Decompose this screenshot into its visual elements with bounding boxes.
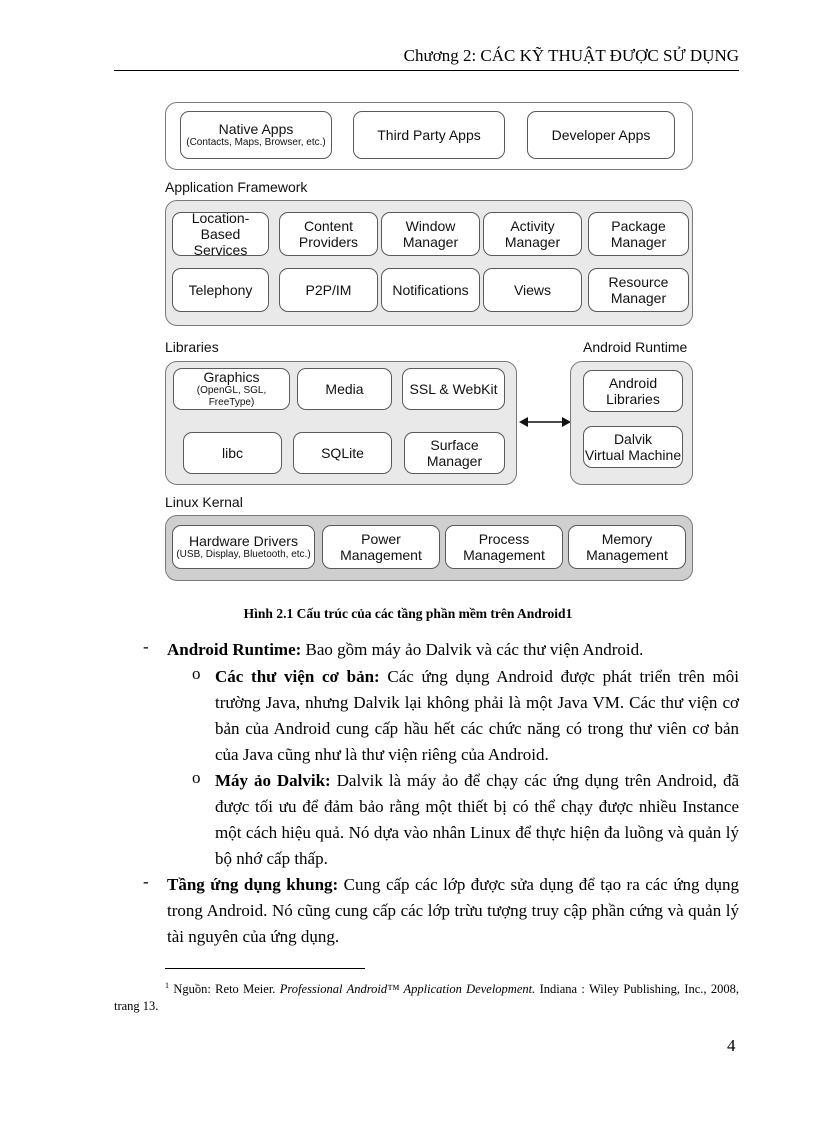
dalvik-vm-box: Dalvik Virtual Machine — [583, 426, 683, 468]
process-management-box: Process Management — [445, 525, 563, 569]
paragraph-core-libraries: Các thư viện cơ bản: Các ứng dụng Android được phát triển trên môi trường Java, nhưng Dalvik lại không phải là một Java VM. Các thư viện cơ bản của Android cung cấp hầu hết các chức năng có trong thư viên cơ bản của Java cũng như là thư viện riêng của Android. — [215, 667, 739, 764]
term-application-framework: Tầng ứng dụng khung: — [167, 875, 339, 894]
memory-management-box: Memory Management — [568, 525, 686, 569]
term-dalvik-vm: Máy ảo Dalvik: — [215, 771, 331, 790]
bullet-dash: - — [143, 872, 149, 891]
hardware-drivers-box: Hardware Drivers (USB, Display, Bluetooth, etc.) — [172, 525, 315, 569]
third-party-apps-box: Third Party Apps — [353, 111, 505, 159]
footnote-rule — [165, 968, 365, 969]
libraries-label: Libraries — [165, 339, 219, 355]
bidirectional-arrow-icon — [519, 414, 571, 430]
developer-apps-box: Developer Apps — [527, 111, 675, 159]
paragraph-application-framework: Tầng ứng dụng khung: Cung cấp các lớp được sửa dụng để tạo ra các ứng dụng trong Android. Nó cũng cung cấp các lớp trừu tượng truy cập phần cứng và quản lý tài nguyên của ứng dụng. — [167, 875, 739, 946]
sqlite-box: SQLite — [293, 432, 392, 474]
android-runtime-label: Android Runtime — [583, 339, 688, 355]
framework-box: Location-Based Services — [172, 212, 269, 256]
android-libraries-box: Android Libraries — [583, 370, 683, 412]
framework-box: Activity Manager — [483, 212, 582, 256]
graphics-box: Graphics (OpenGL, SGL, FreeType) — [173, 368, 290, 410]
framework-box: Views — [483, 268, 582, 312]
term-android-runtime: Android Runtime: — [167, 640, 302, 659]
figure-caption: Hình 2.1 Cấu trúc của các tầng phần mềm trên Android1 — [243, 606, 573, 621]
media-box: Media — [297, 368, 392, 410]
framework-box: P2P/IM — [279, 268, 378, 312]
surface-manager-box: Surface Manager — [404, 432, 505, 474]
bullet-dash: - — [143, 637, 149, 656]
bullet-circle: o — [192, 768, 201, 787]
ssl-webkit-box: SSL & WebKit — [402, 368, 505, 410]
paragraph-dalvik-vm: Máy ảo Dalvik: Dalvik là máy ảo để chạy các ứng dụng trên Android, đã được tối ưu để đảm bảo rằng một thiết bị có thể chạy được nhiều Instance một cách hiệu quả. Nó dựa vào nhân Linux để thực hiện đa luồng và quản lý bộ nhớ cấp thấp. — [215, 771, 739, 868]
footnote: $^1$ Nguồn: Reto Meier. Professional Android™ Application Development. Indiana : Wiley Publishing, Inc., 2008, trang 13. — [114, 981, 740, 1014]
framework-box: Telephony — [172, 268, 269, 312]
application-framework-label: Application Framework — [165, 179, 308, 195]
bullet-circle: o — [192, 664, 201, 683]
paragraph-android-runtime: Android Runtime: Bao gồm máy ảo Dalvik và các thư viện Android. — [167, 640, 644, 659]
chapter-title: Chương 2: CÁC KỸ THUẬT ĐƯỢC SỬ DỤNG — [403, 46, 739, 65]
native-apps-box: Native Apps (Contacts, Maps, Browser, etc.) — [180, 111, 332, 159]
term-core-libraries: Các thư viện cơ bản: — [215, 667, 380, 686]
page-number: 4 — [727, 1036, 736, 1055]
framework-box: Package Manager — [588, 212, 689, 256]
linux-kernel-label: Linux Kernal — [165, 494, 243, 510]
framework-box: Resource Manager — [588, 268, 689, 312]
framework-box: Content Providers — [279, 212, 378, 256]
libc-box: libc — [183, 432, 282, 474]
framework-box: Notifications — [381, 268, 480, 312]
framework-box: Window Manager — [381, 212, 480, 256]
power-management-box: Power Management — [322, 525, 440, 569]
